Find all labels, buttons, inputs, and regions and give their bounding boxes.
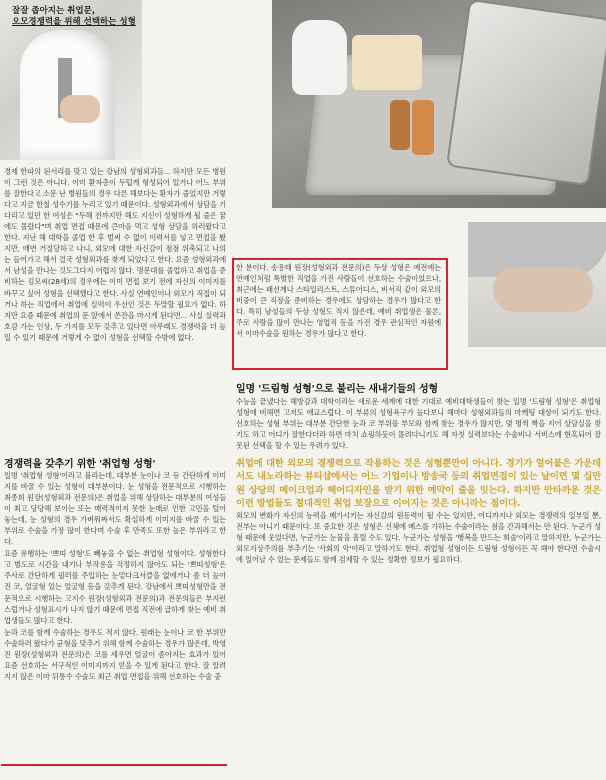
section-heading-job: 경쟁력을 갖추기 위한 '취업형 성형'	[4, 459, 156, 470]
bottle-shape	[390, 100, 410, 150]
glove-shape	[292, 20, 347, 95]
highlight-paragraph: 취업에 대한 외모의 경쟁력으로 작용하는 것은 성형뿐만이 아니다. 경기가 얼어붙은 가운데서도 내노라하는 뷰티샵에서는 어느 기업이나 방송국 등의 취업면접이 있는 날이면 몇 십만 원 상당의 메이크업과 헤어디자인을 받기 위한 예약이 줄을 잇는다. 하지만 안타까운 것은 이런 방법들도 절대적인 취업 보장으로 이어지는 것은 아니라는 점이다.	[236, 458, 601, 509]
red-underline-annotation	[1, 764, 227, 766]
surgical-tray-photo	[272, 0, 606, 208]
hand-shape	[60, 95, 100, 123]
bottle-shape	[412, 100, 434, 155]
intro-paragraph: 경제 한파의 된서리를 맞고 있는 강남의 성형외과들... 하지만 모든 병원이 그런 것은 아니다. 이미 환자층이 두텁게 형성되어 있거나 어느 부위를 잘한다고 소문 난 병원들의 경우 다른 해보다는 환자가 줄었지만 거렇다고 지금 한철 성수기를 누리고 있기 때문이다. 성형외과에서 상담을 기다리고 있던 한 여성은 "두해 전까지만 해도 지신이 성형하게 될 줄은 꿈에도 몰랐다"며 취업 면접 때문에 큰마음 먹고 성형 상담을 하러왔다고 한다. 지난 해 대학을 졸업 한 후 벌써 수 없이 이력서를 넣고 면접을 봤지만, 매번 거절당하고 나니, 외모에 대한 자신감이 점점 위축되고 나의는 들어가고 해서 결국 성형외과를 찾게 되었다고 한다. 요즘 성형외과에서 남성을 만나는 것도그다지 어렵지 않다. 명문대를 졸업하고 취업을 준비하는 김모씨(28세)의 경우에는 이미 면접 보기 전에 자신의 이미지를 바꾸고 싶어 성형을 선택했다고 한다. 사실 연예인이나 외모가 직접이 되거나 하는 직업에서 취업에 실력이 우선인 것은 두말할 필요가 없다. 하지만 요즘 때문에 취업의 문 앞에서 쓴잔을 마시게 된다면... 사실 실력과 호감 가는 인상, 두 가지를 모두 갖추고 있다면 아무래도 경쟁력을 더 높일 수 있기 때문에 거렇게 수 없이 성형을 선택할 수밖에 없다.	[4, 167, 226, 342]
paragraph: 수능을 끝냈다는 해방감과 대학이라는 새로운 세계에 대한 기대로 예비대학생들이 찾는 일명 '드림형 성형'은 취업형 성형에 비해면 고저도 애교스럽다. 이 부류의 성형욕구가 높다보니 해마다 성형외과들의 마케팅 대상이 되기도 한다. 선호하는 성형 부위는 대부분 간단한 눈과 코 부위를 부모와 함께 찾는 경우가 많지만, 몇 명씩 짝을 지어 상담실을 찾기도 하고 어디가 잘한다더라 하면 마치 쇼핑하듯이 몰려다니기도 해 자칫 실력보다는 수술비나 서비스에 현혹되어 잘못된 선택을 할 수 있는 우려가 있다.	[236, 397, 601, 451]
photo-caption	[12, 6, 147, 28]
column-2-body	[236, 396, 601, 565]
boxed-paragraph: 한 분이다. 송용태 원장(성형외과 전문의)은 두상 성형은 예전에는 연예인처럼 특별한 직업을 가진 사람들이 선호하는 수술이었으나, 최근에는 패션계나 스타일리스트, 스튜어디스, 비서직 같이 외모의 비중이 큰 직장을 준비하는 경우에도 상담하는 경우가 많다고 한다. 특히 남성들의 두상 성형도 적지 않은데, 예비 취업생은 물론, 주로 사람을 많이 만나는 영업직 등을 가진 경우 관심적인 자원에서 이마수술을 원하는 경우가 많다고 한다.	[236, 263, 441, 339]
caption-line-2: 오모경쟁력을 위해 선택하는 성형	[12, 17, 136, 27]
column-1-body	[4, 470, 226, 682]
hand-writing-photo	[468, 222, 606, 347]
paragraph: 눈과 코를 함께 수술하는 경우도 적지 않다. 원래는 눈이나 코 한 부위만 수술하러 왔다가 균형을 맞추기 위해 함께 수술하는 경우가 많은데, 박영진 원장(성형외과 전문의)은 코를 세우면 얼굴이 좀아지는 효과가 있어 요즘 선호하는 서구적인 이미지까지 얻을 수 있게 된다고 한다. 잘 알려지지 않은 이마 뒤통수 수술도 최근 취업 면접을 위해 선호하는 수술 중	[4, 627, 226, 681]
pouch-shape	[352, 35, 422, 90]
column-1-intro	[4, 166, 226, 343]
paragraph: 외모의 변화가 자신의 능력을 배가시키는 자신감의 원동력이 될 수는 있지만, 어디까지나 외모는 경쟁력의 일부일 뿐, 전부는 아니기 때문이다. 또 중요한 것은 성형은 신체에 메스를 가하는 수술이라는 점을 간과해서는 안 된다. 누군가 성형 때문에 웃었다면, 누군가는 눈물을 흘릴 수도 있다. 누군가는 성형을 '행복을 만드는 희술'이라고 말하지만, 누군가는 외모지상주의를 부추기는 '사회의 악'이라고 말하기도 한다. 취업형 성형이든 드림형 성형이든 꼭 해야 한다면 수술시에 일어날 수 있는 문제들도 함께 검제할 수 있는 정확한 정보가 필요하다.	[236, 511, 601, 565]
fingers-shape	[493, 267, 593, 312]
caption-line-1: 잘잘 좁아지는 취업문,	[12, 6, 96, 16]
red-box-annotation	[232, 258, 448, 370]
paragraph: 요즘 유행하는 '쁘띠 성형'도 빼놓을 수 없는 취업형 성형이다. 성형한다고 별도로 시간을 내기나 부작용을 걱정하지 않아도 되는 '쁘띠성형'은 주사로 간단하게 필러를 주입하는 눈밑다크서클을 없애거나 좀 더 높아진 코, 얼굴형 있는 얼굴형 등을 갖추게 된다. 강남에서 쁘띠성형만을 전문적으로 시행하는 고지수 원장(성형외과 전문의)과 전문의들은 부지런스럽거나 성형표시가 나지 않기 때문에 면접 직전에 급하게 찾는 예비 취업생들도 많다고 한다.	[4, 549, 226, 625]
section-heading-dream: 일명 '드림형 성형'으로 불리는 새내기들의 성형	[236, 384, 438, 395]
paragraph: 일명 '취업형 성형'이라고 불리는데, 대부분 눈이나 코 등 간단하게 이미지를 바꿀 수 있는 성형이 대부분이다. 눈 성형을 전문적으로 시행하는 최종희 원장(성형외과 전문의)은 취업을 위해 상담하는 대부분의 여성들이 최고 당당해 보이는 또는 매력적이지 못한 눈매로 인한 고민을 털어 놓는데, 눈 성형의 경우 가벼워짜서도 확실하게 이미지를 바꿀 수 있는 부위로 수술을 가장 많이 한다며 수술 후 만족도 또한 높은 부위라고 한다.	[4, 471, 226, 547]
tray-lid-shape	[446, 0, 606, 186]
